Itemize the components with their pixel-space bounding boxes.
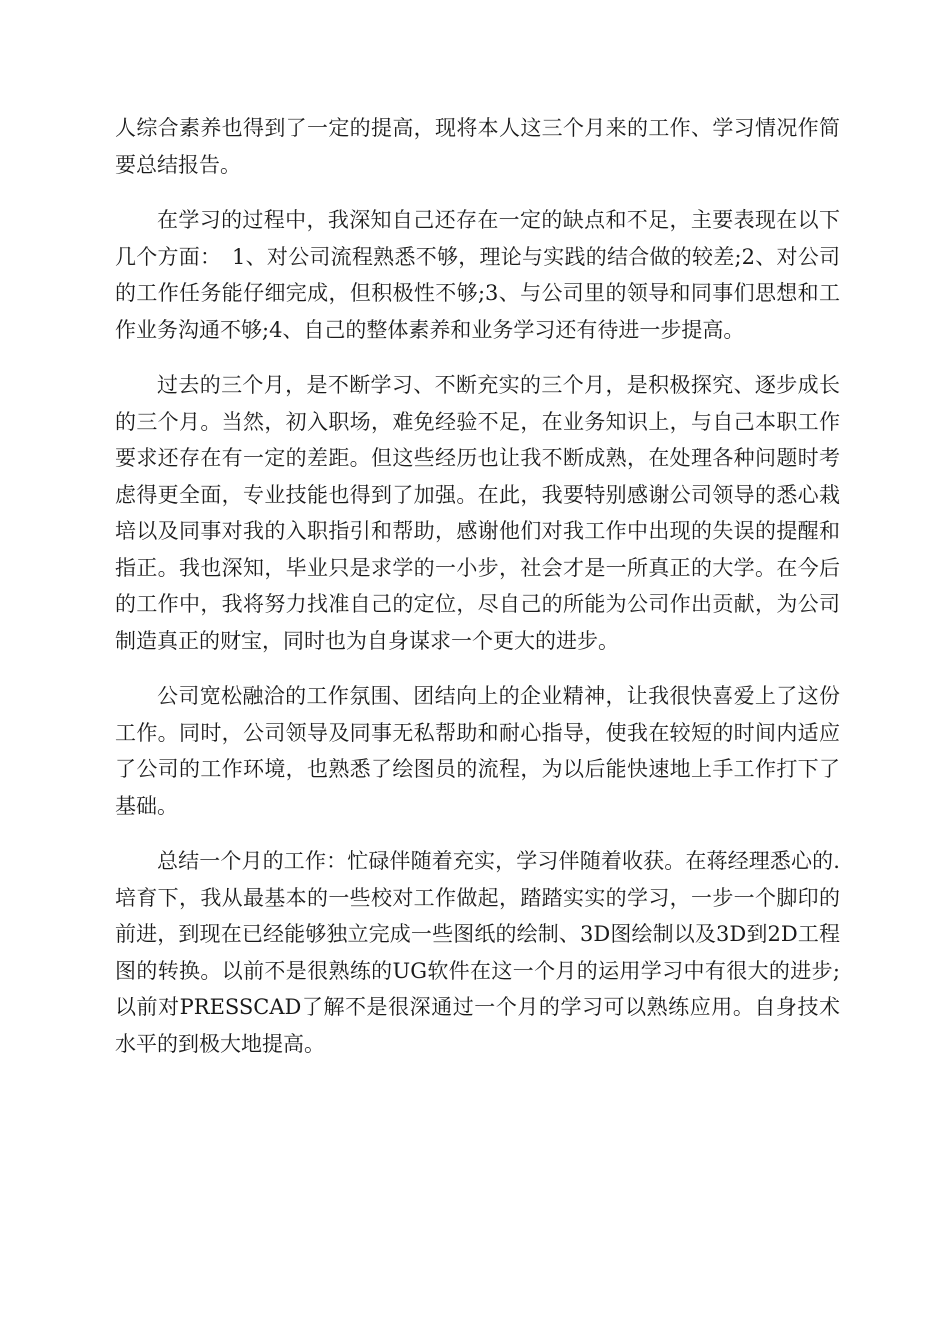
paragraph-4: 公司宽松融洽的工作氛围、团结向上的企业精神，让我很快喜爱上了这份工作。同时，公司领导及同事无私帮助和耐心指导，使我在较短的时间内适应了公司的工作环境，也熟悉了绘图员的流程，为以后能快速地上手工作打下了基础。 xyxy=(115,684,840,818)
document-body xyxy=(115,110,840,1081)
paragraph-2: 在学习的过程中，我深知自己还存在一定的缺点和不足，主要表现在以下几个方面： 1、对公司流程熟悉不够，理论与实践的结合做的较差;2、对公司的工作任务能仔细完成，但积极性不够;3、与公司里的领导和同事们思想和工作业务沟通不够;4、自己的整体素养和业务学习还有待进一步提高。 xyxy=(115,208,840,342)
paragraph-1: 人综合素养也得到了一定的提高，现将本人这三个月来的工作、学习情况作简要总结报告。 xyxy=(115,116,840,177)
paragraph-3: 过去的三个月，是不断学习、不断充实的三个月，是积极探究、逐步成长的三个月。当然，初入职场，难免经验不足，在业务知识上，与自己本职工作要求还存在有一定的差距。但这些经历也让我不断成熟，在处理各种问题时考虑得更全面，专业技能也得到了加强。在此，我要特别感谢公司领导的悉心栽培以及同事对我的入职指引和帮助，感谢他们对我工作中出现的失误的提醒和指正。我也深知，毕业只是求学的一小步，社会才是一所真正的大学。在今后的工作中，我将努力找准自己的定位，尽自己的所能为公司作出贡献，为公司制造真正的财宝，同时也为自身谋求一个更大的进步。 xyxy=(115,373,840,653)
paragraph-5: 总结一个月的工作：忙碌伴随着充实，学习伴随着收获。在蒋经理悉心的.培育下，我从最基本的一些校对工作做起，踏踏实实的学习，一步一个脚印的前进，到现在已经能够独立完成一些图纸的绘制、3D图绘制以及3D到2D工程图的转换。以前不是很熟练的UG软件在这一个月的运用学习中有很大的进步;以前对PRESSCAD了解不是很深通过一个月的学习可以熟练应用。自身技术水平的到极大地提高。 xyxy=(115,849,840,1056)
